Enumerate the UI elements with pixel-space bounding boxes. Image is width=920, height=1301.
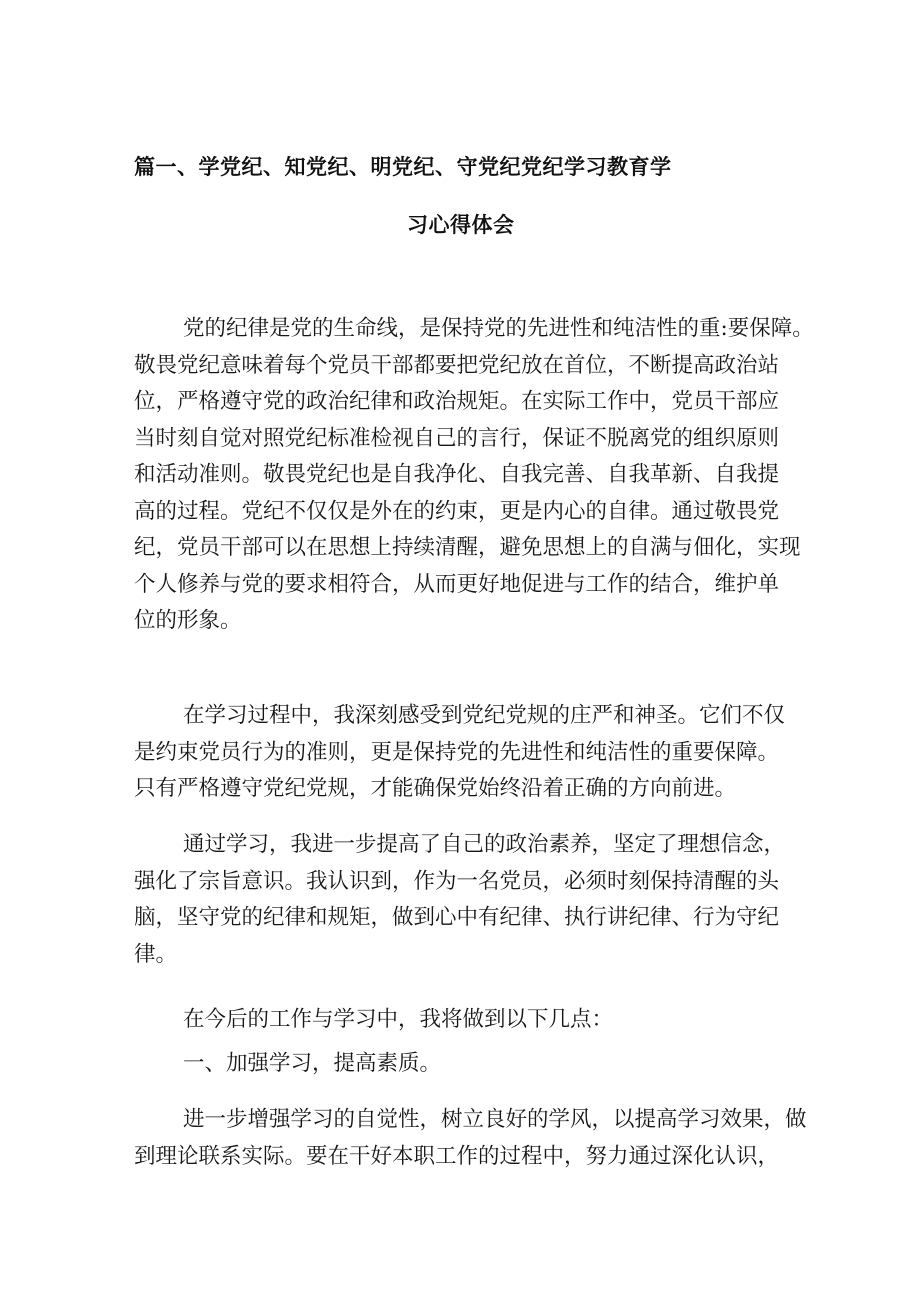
paragraph-line: 通过学习，我进一步提高了自己的政治素养，坚定了理想信念， xyxy=(183,832,786,857)
paragraph-line: 在学习过程中，我深刻感受到党纪党规的庄严和神圣。它们不仅 xyxy=(183,703,786,728)
paragraph-line: 脑，坚守党的纪律和规矩，做到心中有纪律、执行讲纪律、行为守纪 xyxy=(134,905,780,930)
paragraph-line: 个人修养与党的要求相符合，从而更好地促进与工作的结合，维护单 xyxy=(134,571,780,597)
paragraph-line: 强化了宗旨意识。我认识到，作为一名党员，必须时刻保持清醒的头 xyxy=(134,868,780,894)
paragraph-line: 律。 xyxy=(134,941,178,967)
paragraph-line: 和活动准则。敬畏党纪也是自我净化、自我完善、自我革新、自我提 xyxy=(134,462,780,487)
paragraph-line: 位，严格遵守党的政治纪律和政治规矩。在实际工作中，党员干部应 xyxy=(134,389,780,414)
paragraph-line: 到理论联系实际。要在干好本职工作的过程中，努力通过深化认识， xyxy=(134,1143,780,1169)
paragraph-line: 当时刻自觉对照党纪标准检视自己的言行，保证不脱离党的组织原则 xyxy=(134,425,780,451)
section-heading-1 xyxy=(134,1046,441,1083)
paragraph-line: 在今后的工作与学习中，我将做到以下几点： xyxy=(183,1007,614,1032)
document-title-line-1: 篇一、学党纪、知党纪、明党纪、守党纪党纪学习教育学 xyxy=(134,155,672,179)
paragraph-line: 位的形象。 xyxy=(134,608,242,633)
paragraph-line: 敬畏党纪意味着每个党员干部都要把党纪放在首位，不断提高政治站 xyxy=(134,352,780,378)
paragraph-3 xyxy=(134,827,785,973)
document-title-line-2: 习心得体会 xyxy=(407,213,515,237)
section-heading-text: 一、加强学习，提高素质。 xyxy=(183,1051,442,1076)
paragraph-1 xyxy=(134,311,814,640)
paragraph-line: 党的纪律是党的生命线，是保持党的先进性和纯洁性的重:要保障。 xyxy=(183,316,814,341)
paragraph-line: 只有严格遵守党纪党规，才能确保党始终沿着正确的方向前进。 xyxy=(134,776,737,801)
paragraph-line: 进一步增强学习的自觉性，树立良好的学风，以提高学习效果，做 xyxy=(183,1107,807,1132)
paragraph-2 xyxy=(134,698,785,808)
paragraph-line: 高的过程。党纪不仅仅是外在的约束，更是内心的自律。通过敬畏党 xyxy=(134,498,780,524)
paragraph-4 xyxy=(134,1002,613,1039)
paragraph-line: 纪，党员干部可以在思想上持续清醒，避免思想上的自满与佃化，实现 xyxy=(134,535,801,560)
paragraph-line: 是约束党员行为的准则，更是保持党的先进性和纯洁性的重要保障。 xyxy=(134,739,780,765)
paragraph-5 xyxy=(134,1102,807,1175)
